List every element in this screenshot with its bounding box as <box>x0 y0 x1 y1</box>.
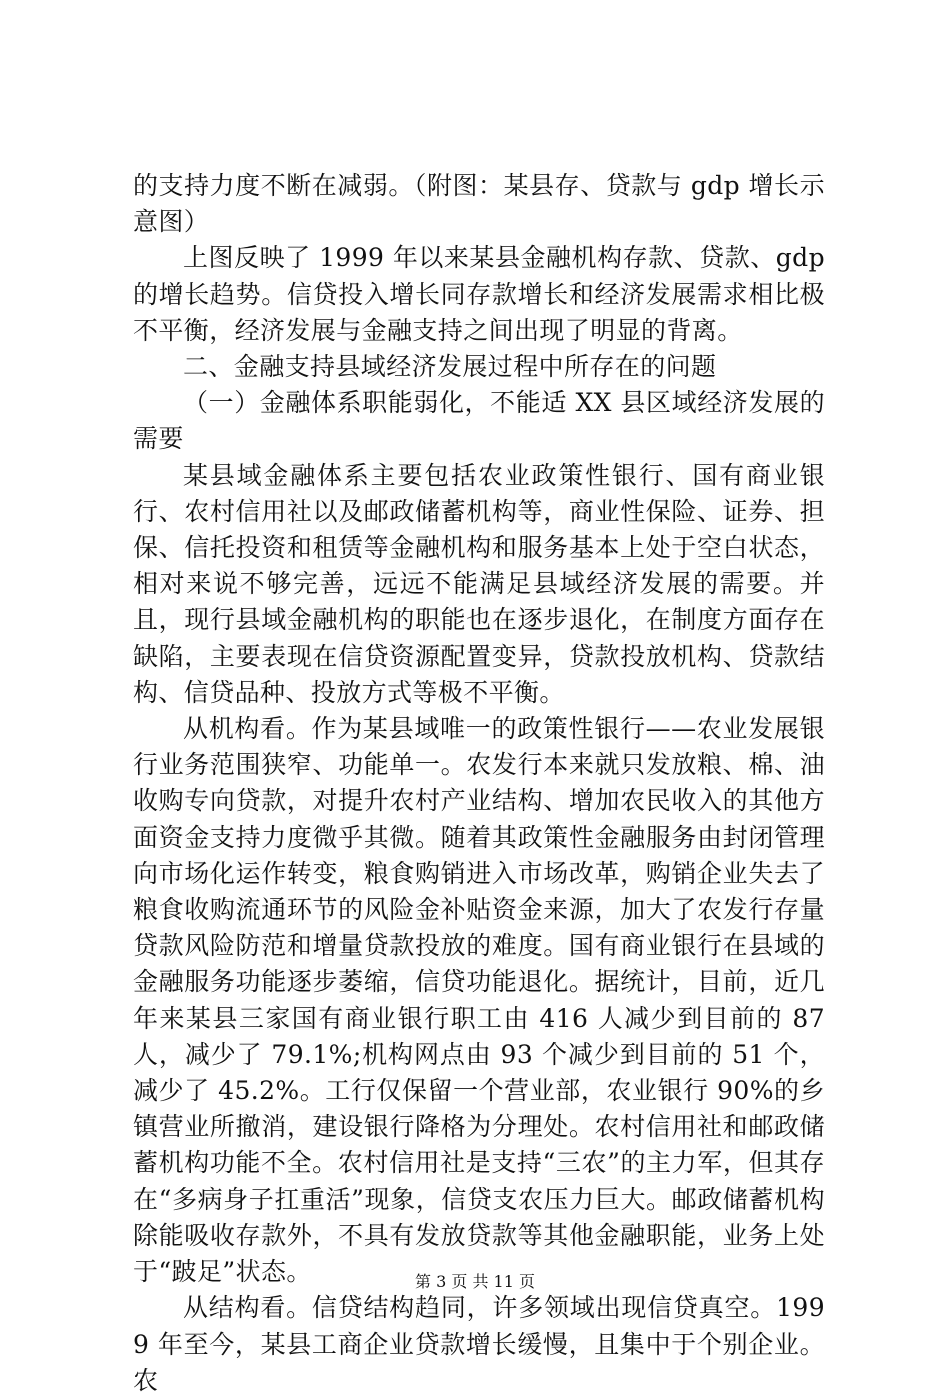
paragraph: 的支持力度不断在减弱。（附图：某县存、贷款与 gdp 增长示意图） <box>133 171 825 237</box>
paragraph: 从机构看。作为某县域唯一的政策性银行——农业发展银行业务范围狭窄、功能单一。农发行本来就只发放粮、棉、油收购专向贷款，对提升农村产业结构、增加农民收入的其他方面资金支持力度微乎其微。随着其政策性金融服务由封闭管理向市场化运作转变，粮食购销进入市场改革，购销企业失去了粮食收购流通环节的风险金补贴资金来源，加大了农发行存量贷款风险防范和增量贷款投放的难度。国有商业银行在县域的金融服务功能逐步萎缩，信贷功能退化。据统计，目前，近几年来某县三家国有商业银行职工由 416 人减少到目前的 87 人，减少了 79.1%;机构网点由 93 个减少到目前的 51 个，减少了 45.2%。工行仅保留一个营业部，农业银行 90%的乡镇营业所撤消，建设银行降格为分理处。农村信用社和邮政储蓄机构功能不全。农村信用社是支持“三农”的主力军，但其存在“多病身子扛重活”现象，信贷支农压力巨大。邮政储蓄机构除能吸收存款外，不具有发放贷款等其他金融职能，业务上处于“跛足”状态。 <box>133 714 825 1287</box>
section-heading: 二、金融支持县域经济发展过程中所存在的问题 <box>183 352 717 382</box>
paragraph: 上图反映了 1999 年以来某县金融机构存款、贷款、gdp 的增长趋势。信贷投入增长同存款增长和经济发展需求相比极不平衡，经济发展与金融支持之间出现了明显的背离。 <box>133 243 825 345</box>
document-body <box>133 168 825 1399</box>
paragraph: 从结构看。信贷结构趋同，许多领域出现信贷真空。1999 年至今，某县工商企业贷款增长缓慢，且集中于个别企业。农 <box>133 1293 825 1395</box>
page-number: 第 3 页 共 11 页 <box>415 1272 535 1291</box>
page-footer <box>0 1271 950 1293</box>
subsection-heading: （一）金融体系职能弱化，不能适 XX 县区域经济发展的需要 <box>133 388 825 454</box>
paragraph: 某县域金融体系主要包括农业政策性银行、国有商业银行、农村信用社以及邮政储蓄机构等，商业性保险、证券、担保、信托投资和租赁等金融机构和服务基本上处于空白状态，相对来说不够完善，远远不能满足县域经济发展的需要。并且，现行县域金融机构的职能也在逐步退化，在制度方面存在缺陷，主要表现在信贷资源配置变异，贷款投放机构、贷款结构、信贷品种、投放方式等极不平衡。 <box>133 460 825 707</box>
